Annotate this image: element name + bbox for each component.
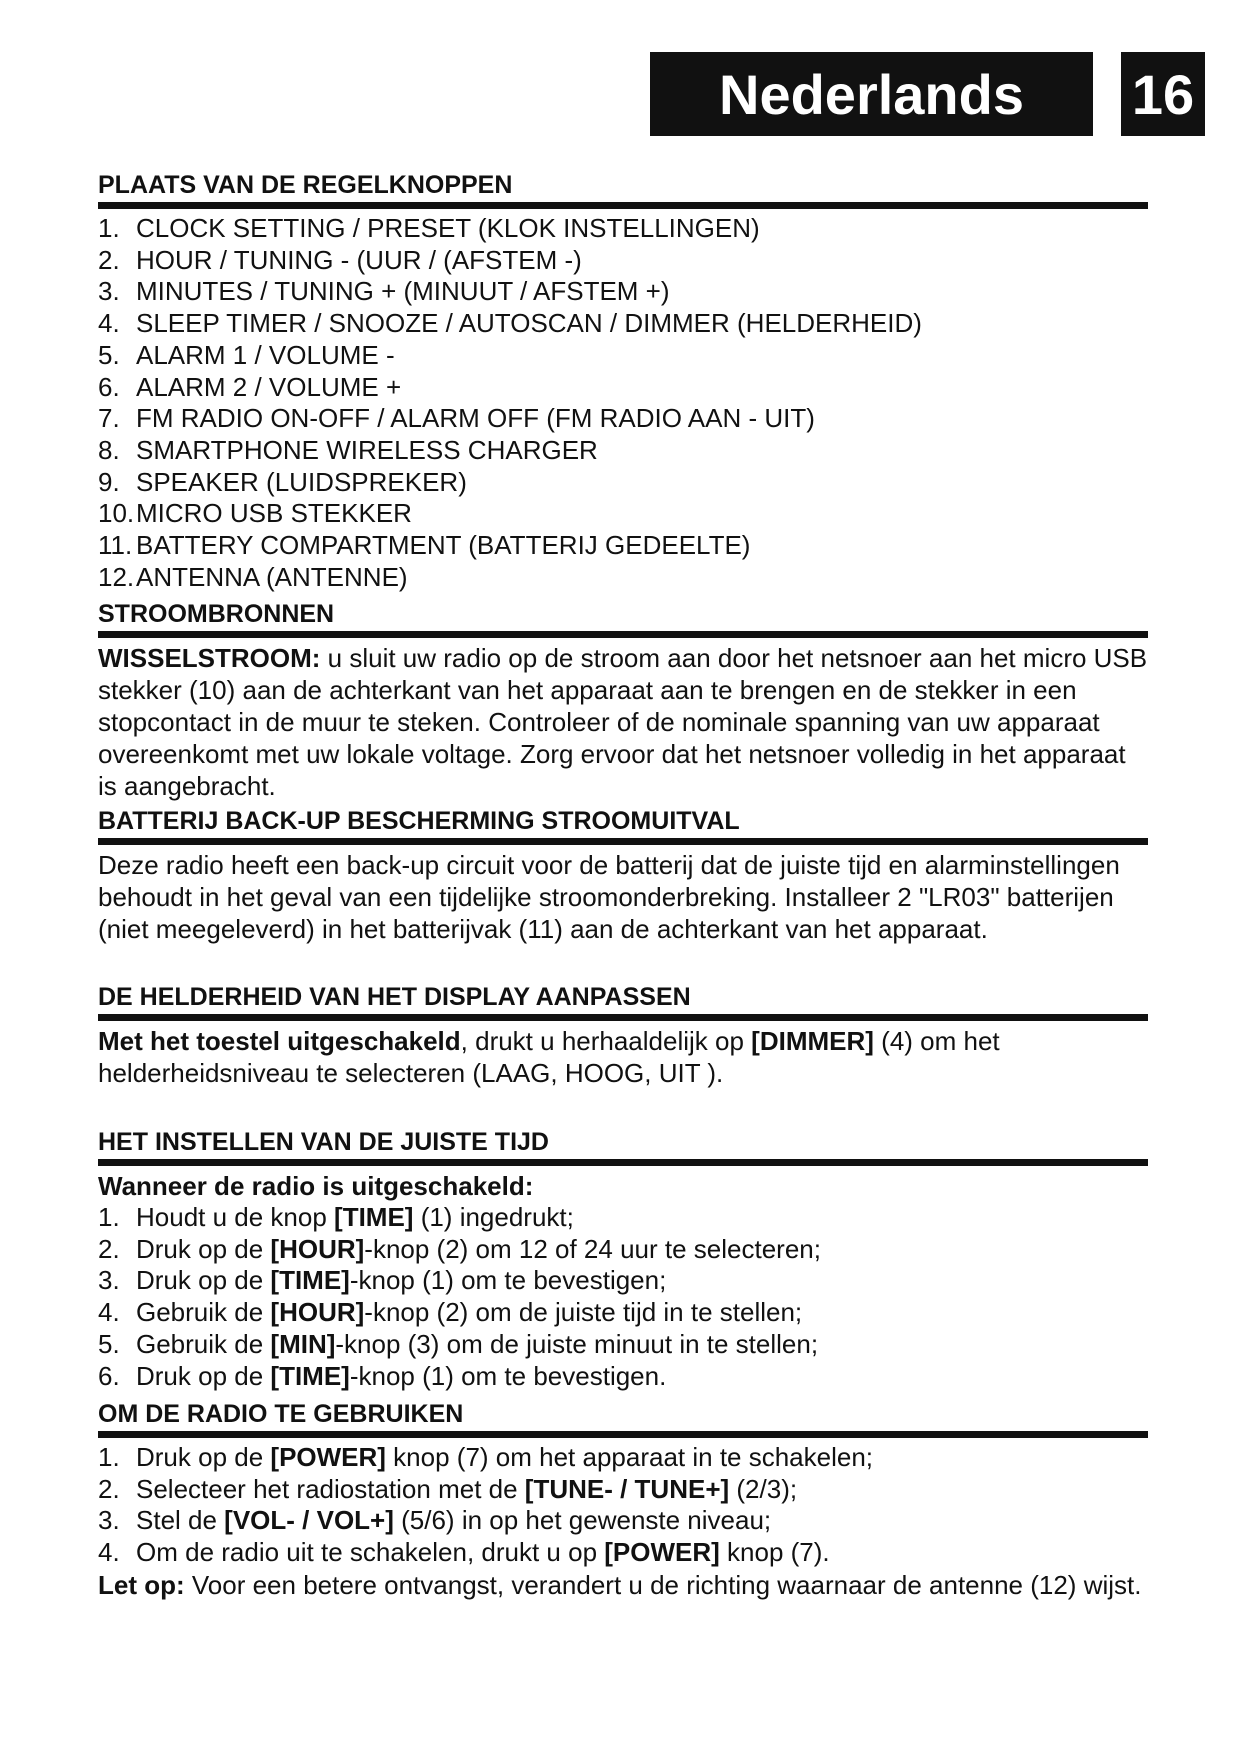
item-text: SPEAKER (LUIDSPREKER) [136, 466, 467, 497]
button-key: [TUNE- / TUNE+] [524, 1473, 730, 1504]
section-power [98, 599, 1148, 802]
button-key: [TIME] [270, 1360, 350, 1391]
item-text: BATTERY COMPARTMENT (BATTERIJ GEDEELTE) [136, 530, 751, 561]
item-number: 6. [98, 371, 120, 402]
section-heading: PLAATS VAN DE REGELKNOPPEN [98, 170, 1148, 209]
list-item [98, 308, 1148, 340]
item-text-part: knop (7). [719, 1537, 830, 1568]
item-text: HOUR / TUNING - (UUR / (AFSTEM -) [136, 244, 582, 275]
item-text: CLOCK SETTING / PRESET (KLOK INSTELLINGEN) [136, 213, 760, 243]
note-text: Voor een betere ontvangst, verandert u de richting waarnaar de antenne (12) wijst. [184, 1569, 1142, 1600]
power-paragraph [98, 642, 1148, 802]
item-text-part: Om de radio uit te schakelen, drukt u op [136, 1537, 605, 1568]
item-text-part: Druk op de [136, 1265, 271, 1296]
item-text-part: Druk op de [136, 1233, 271, 1264]
item-text-part: Druk op de [136, 1442, 271, 1472]
item-text [136, 1329, 818, 1361]
list-item [98, 1361, 1148, 1393]
item-number: 7. [98, 403, 120, 434]
item-text-part: Selecteer het radiostation met de [136, 1473, 525, 1504]
backup-paragraph: Deze radio heeft een back-up circuit voor de batterij dat de juiste tijd en alarminstellingen behoudt in het geval van een tijdelijke stroomonderbreking. Installeer 2 "LR03" batterijen (niet meegeleverd) in het batterijvak (11) aan de achterkant van het apparaat. [98, 850, 1120, 944]
item-text: ALARM 1 / VOLUME - [136, 339, 395, 370]
list-item [98, 530, 1148, 562]
button-key: [VOL- / VOL+] [224, 1505, 394, 1536]
item-number: 2. [98, 244, 120, 275]
item-number: 6. [98, 1360, 120, 1391]
radio-list [98, 1442, 1148, 1569]
list-item [98, 1505, 1148, 1537]
list-item [98, 498, 1148, 530]
item-text [136, 1297, 802, 1329]
list-item [98, 1234, 1148, 1266]
button-key: [HOUR] [270, 1233, 365, 1264]
item-text-part: knop (7) om het apparaat in te schakelen; [385, 1442, 874, 1472]
item-text-part: Stel de [136, 1505, 225, 1536]
item-number: 4. [98, 308, 120, 339]
list-item [98, 562, 1148, 594]
list-item [98, 1297, 1148, 1329]
item-number: 3. [98, 1505, 120, 1536]
section-backup [98, 806, 1148, 945]
item-text-part: (1) ingedrukt; [413, 1202, 574, 1232]
item-number: 1. [98, 1202, 120, 1232]
list-item [98, 276, 1148, 308]
item-text-part: (2/3); [729, 1473, 798, 1504]
power-label: WISSELSTROOM: [98, 643, 321, 673]
section-heading: OM DE RADIO TE GEBRUIKEN [98, 1399, 1148, 1438]
item-text-part: -knop (2) om de juiste tijd in te stellen; [364, 1297, 803, 1328]
list-item [98, 467, 1148, 499]
item-text-part: Gebruik de [136, 1328, 271, 1359]
item-text [136, 1202, 574, 1234]
item-text: MICRO USB STEKKER [136, 498, 412, 529]
list-item [98, 1329, 1148, 1361]
time-subtitle: Wanneer de radio is uitgeschakeld: [98, 1171, 534, 1201]
list-item [98, 1265, 1148, 1297]
list-item [98, 1474, 1148, 1506]
item-number: 4. [98, 1297, 120, 1328]
note-label: Let op: [98, 1569, 185, 1600]
item-text [136, 1234, 821, 1266]
item-text: SLEEP TIMER / SNOOZE / AUTOSCAN / DIMMER (HELDERHEID) [136, 308, 922, 339]
power-text: u sluit uw radio op de stroom aan door het netsnoer aan het micro USB stekker (10) aan de achterkant van het apparaat aan te brengen en de stekker in een stopcontact in de muur te steken. Controleer of de nominale spanning van uw apparaat overeenkomt met uw lokale voltage. Zorg ervoor dat het netsnoer volledig in het apparaat is aangebracht. [98, 643, 1148, 801]
section-radio [98, 1399, 1148, 1601]
item-text [136, 1474, 797, 1506]
button-key: [TIME] [334, 1202, 414, 1232]
section-heading: DE HELDERHEID VAN HET DISPLAY AANPASSEN [98, 982, 1148, 1021]
item-text-part: Houdt u de knop [136, 1202, 335, 1232]
dimmer-bold-1: Met het toestel uitgeschakeld [98, 1026, 461, 1056]
item-number: 8. [98, 434, 120, 465]
list-item [98, 245, 1148, 277]
item-text: FM RADIO ON-OFF / ALARM OFF (FM RADIO AAN - UIT) [136, 403, 815, 434]
dimmer-key: [DIMMER] [751, 1026, 874, 1056]
button-key: [MIN] [270, 1328, 336, 1359]
button-key: [POWER] [604, 1537, 720, 1568]
item-text-part: Gebruik de [136, 1297, 271, 1328]
item-number: 1. [98, 1442, 120, 1472]
item-text-part: -knop (1) om te bevestigen; [349, 1265, 667, 1296]
item-text: ANTENNA (ANTENNE) [136, 561, 408, 592]
page-number: 16 [1131, 62, 1195, 126]
section-time [98, 1127, 1148, 1392]
item-number: 2. [98, 1233, 120, 1264]
item-text-part: (5/6) in op het gewenste niveau; [393, 1505, 772, 1536]
item-text [136, 1537, 830, 1569]
item-text [136, 1361, 666, 1393]
item-text-part: -knop (3) om de juiste minuut in te stellen; [335, 1328, 819, 1359]
list-item [98, 340, 1148, 372]
language-tab [650, 52, 1093, 136]
button-key: [TIME] [270, 1265, 350, 1296]
radio-note [98, 1569, 1148, 1601]
dimmer-text-1: , drukt u herhaaldelijk op [460, 1026, 752, 1056]
list-item [98, 1537, 1148, 1569]
item-number: 11. [98, 530, 133, 561]
list-item [98, 435, 1148, 467]
section-heading: STROOMBRONNEN [98, 599, 1148, 638]
page-number-tab [1121, 52, 1205, 136]
item-number: 12. [98, 561, 135, 592]
item-text [136, 1265, 666, 1297]
item-number: 4. [98, 1537, 120, 1568]
dimmer-paragraph [98, 1025, 1148, 1089]
list-item [98, 1442, 1148, 1474]
button-key: [HOUR] [270, 1297, 365, 1328]
item-number: 3. [98, 1265, 120, 1296]
controls-list [98, 213, 1148, 593]
item-number: 10. [98, 498, 135, 529]
item-number: 3. [98, 276, 120, 307]
item-number: 1. [98, 213, 120, 243]
item-text [136, 1505, 771, 1537]
item-number: 9. [98, 466, 120, 497]
section-heading: BATTERIJ BACK-UP BESCHERMING STROOMUITVAL [98, 806, 1148, 845]
item-text-part: -knop (2) om 12 of 24 uur te selecteren; [364, 1233, 821, 1264]
list-item [98, 1202, 1148, 1234]
item-number: 2. [98, 1473, 120, 1504]
time-list [98, 1202, 1148, 1392]
dimmer-text-2: (4) om het helderheidsniveau te selecteren (LAAG, HOOG, UIT ). [98, 1026, 1000, 1088]
item-number: 5. [98, 339, 120, 370]
item-text: MINUTES / TUNING + (MINUUT / AFSTEM +) [136, 276, 670, 307]
section-controls [98, 170, 1148, 593]
list-item [98, 213, 1148, 245]
item-number: 5. [98, 1328, 120, 1359]
item-text-part: Druk op de [136, 1360, 271, 1391]
item-text: SMARTPHONE WIRELESS CHARGER [136, 434, 598, 465]
item-text [136, 1442, 873, 1474]
section-dimmer [98, 982, 1148, 1089]
list-item [98, 372, 1148, 404]
button-key: [POWER] [270, 1442, 386, 1472]
section-heading: HET INSTELLEN VAN DE JUISTE TIJD [98, 1127, 1148, 1166]
item-text: ALARM 2 / VOLUME + [136, 371, 402, 402]
language-label: Nederlands [719, 62, 1024, 126]
list-item [98, 403, 1148, 435]
item-text-part: -knop (1) om te bevestigen. [349, 1360, 667, 1391]
